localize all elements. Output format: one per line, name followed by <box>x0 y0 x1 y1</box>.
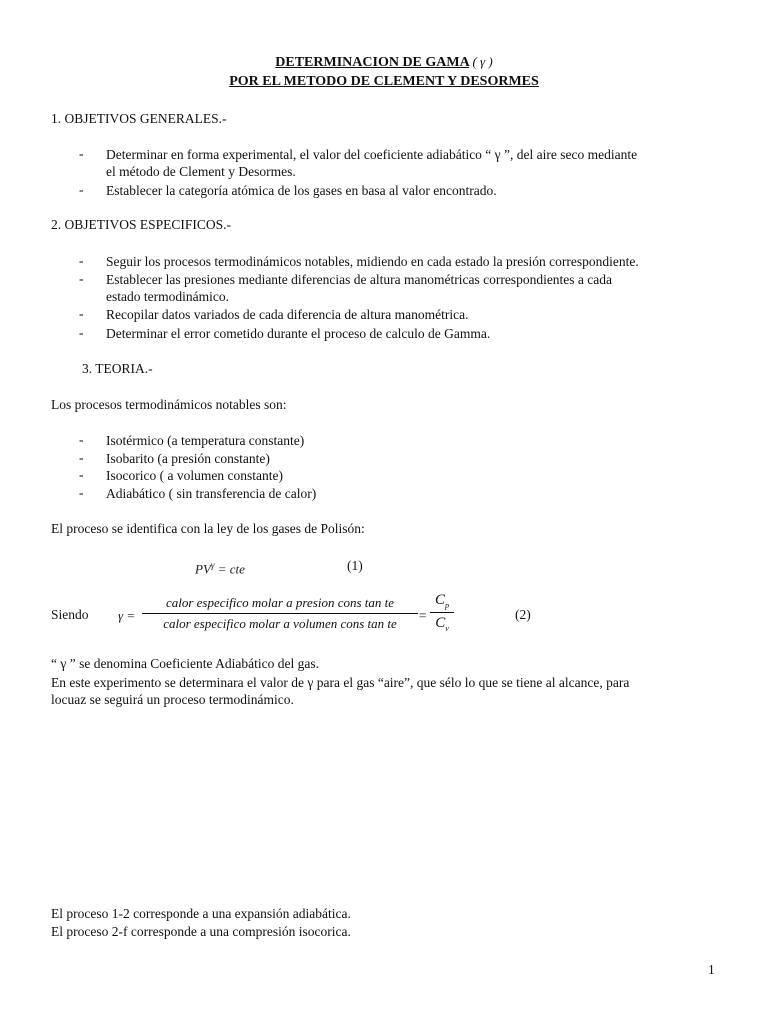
fraction-bar <box>142 613 418 614</box>
experiment-text-line2: locuaz se seguirá un proceso termodinámico. <box>51 692 294 707</box>
bullet-dash: - <box>79 253 84 268</box>
bullet-dash: - <box>79 271 84 286</box>
page-title <box>0 54 768 71</box>
list-item-text: Establecer la categoría atómica de los gases en basa al valor encontrado. <box>106 183 497 198</box>
equation-1-rhs: = cte <box>214 561 245 577</box>
equation-2-cp-cv <box>430 592 454 633</box>
cv-letter: C <box>435 615 446 631</box>
siendo-label: Siendo <box>51 607 89 622</box>
equation-1-lhs: PV <box>195 561 211 577</box>
equation-1 <box>195 560 245 577</box>
cp-subscript: p <box>445 601 449 610</box>
cv-subscript: v <box>445 624 449 633</box>
bullet-dash: - <box>79 450 84 465</box>
process-1-2: El proceso 1-2 corresponde a una expansión adiabática. <box>51 906 351 921</box>
bullet-dash: - <box>79 306 84 321</box>
list-item-text-cont: estado termodinámico. <box>106 289 229 304</box>
cp-term <box>430 592 454 610</box>
experiment-text-line1: En este experimento se determinara el valor de γ para el gas “aire”, que sélo lo que se tiene al alcance, para <box>51 675 630 690</box>
theory-intro: Los procesos termodinámicos notables son: <box>51 397 287 412</box>
list-item-text: Determinar el error cometido durante el proceso de calculo de Gamma. <box>106 326 491 341</box>
bullet-dash: - <box>79 146 84 161</box>
bullet-dash: - <box>79 432 84 447</box>
poisson-law-text: El proceso se identifica con la ley de los gases de Polisón: <box>51 521 365 536</box>
fraction-bar <box>430 612 454 613</box>
title-line1: DETERMINACION DE GAMA <box>275 55 469 70</box>
equation-2-number: (2) <box>515 607 531 622</box>
list-item-text: Isotérmico (a temperatura constante) <box>106 433 305 448</box>
cp-letter: C <box>434 592 445 608</box>
list-item-text: Seguir los procesos termodinámicos notables, midiendo en cada estado la presión correspondiente. <box>106 254 639 269</box>
bullet-dash: - <box>79 467 84 482</box>
list-item-text: Isobarito (a presión constante) <box>106 451 270 466</box>
cv-term <box>430 615 454 633</box>
bullet-dash: - <box>79 182 84 197</box>
equation-2-equals: = <box>418 608 428 623</box>
list-item-text: Isocorico ( a volumen constante) <box>106 468 283 483</box>
list-item-text-cont: el método de Clement y Desormes. <box>106 164 296 179</box>
list-item-text: Recopilar datos variados de cada diferencia de altura manométrica. <box>106 307 469 322</box>
equation-2-fraction <box>142 595 418 632</box>
equation-2-denominator: calor especifico molar a volumen cons tan te <box>163 616 397 631</box>
process-2-f: El proceso 2-f corresponde a una compresión isocorica. <box>51 924 351 939</box>
section2-heading: 2. OBJETIVOS ESPECIFICOS.- <box>51 217 232 232</box>
equation-2-numerator: calor especifico molar a presion cons tan te <box>165 595 395 610</box>
equation-1-exponent: γ <box>210 560 215 570</box>
gamma-definition: “ γ ” se denomina Coeficiente Adiabático del gas. <box>51 656 319 671</box>
gamma-equals: γ = <box>118 608 136 623</box>
section3-heading: 3. TEORIA.- <box>82 361 153 376</box>
list-item-text: Adiabático ( sin transferencia de calor) <box>106 486 317 501</box>
list-item-text: Establecer las presiones mediante diferencias de altura manométricas correspondientes a cada <box>106 272 613 287</box>
section1-heading: 1. OBJETIVOS GENERALES.- <box>51 111 227 126</box>
bullet-dash: - <box>79 325 84 340</box>
page-subtitle: POR EL METODO DE CLEMENT Y DESORMES <box>229 74 539 89</box>
equation-1-number: (1) <box>347 558 363 573</box>
list-item-text: Determinar en forma experimental, el valor del coeficiente adiabático “ γ ”, del aire seco mediante <box>106 147 638 162</box>
page-number: 1 <box>708 962 715 977</box>
bullet-dash: - <box>79 485 84 500</box>
title-gamma: ( γ ) <box>472 54 493 69</box>
